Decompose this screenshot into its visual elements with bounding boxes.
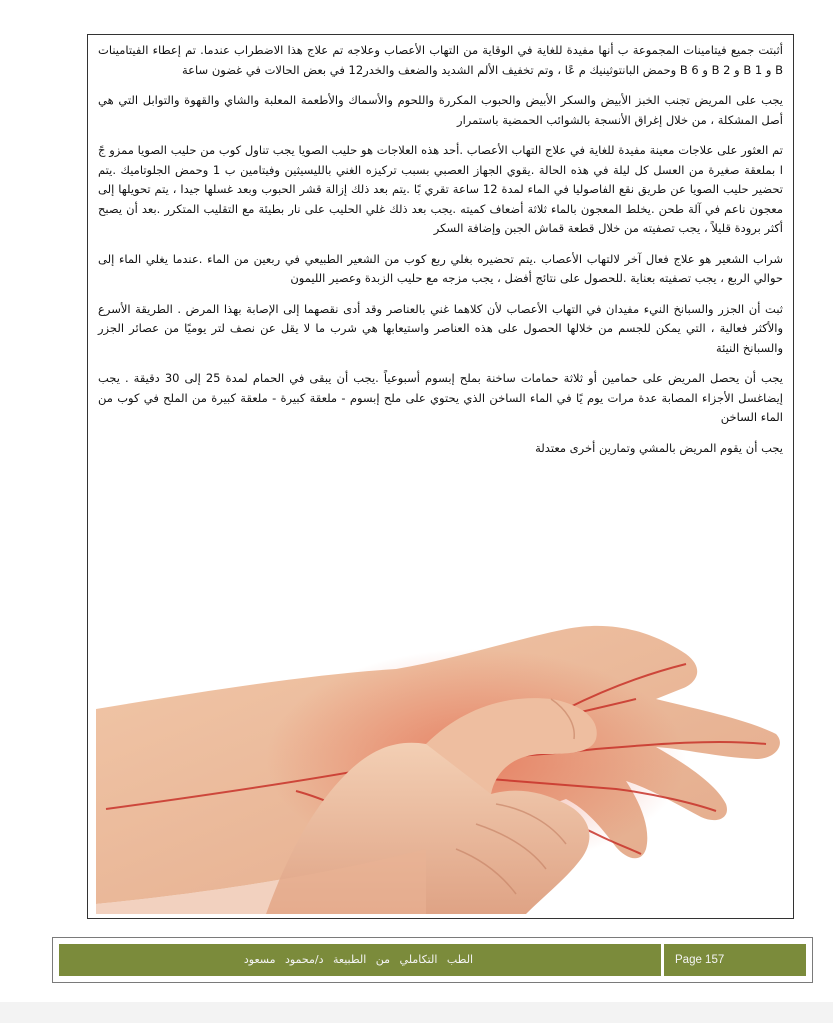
article-body bbox=[98, 41, 783, 469]
paragraph-diet-avoid: يجب على المريض تجنب الخبز الأبيض والسكر الأبيض والحبوب المكررة واللحوم والأسماك والأطعمة المعلبة والشاي والقهوة والتوابل التي هي أصل المشكلة ، من خلال إغراق الأنسجة بالشوائب الحمضية باستمرار bbox=[98, 93, 783, 127]
paragraph-exercise: يجب أن يقوم المريض بالمشي وتمارين أخرى معتدلة bbox=[535, 440, 783, 455]
page-footer bbox=[52, 937, 813, 983]
bottom-strip bbox=[0, 1002, 833, 1023]
page-number: Page 157 bbox=[675, 954, 725, 966]
footer-divider bbox=[661, 944, 664, 976]
paragraph-epsom-bath: يجب أن يحصل المريض على حمامين أو ثلاثة حمامات ساخنة بملح إبسوم أسبوعياً .يجب أن يبقى في الحمام لمدة 25 إلى 30 دقيقة . يجب إيضاغسل الأجزاء المصابة عدة مرات يوم يًا في الماء الساخن الذي يحتوي على ملح إبسوم - ملعقة كبيرة - ملعقة كبيرة من الملح في كوب من الماء الساخن bbox=[98, 371, 783, 424]
hand-nerve-illustration bbox=[96, 559, 787, 914]
paragraph-soy-milk: تم العثور على علاجات معينة مفيدة للغاية في علاج التهاب الأعصاب .أحد هذه العلاجات هو حليب الصويا يجب تناول كوب من حليب الصويا ممزو جً ا بملعقة صغيرة من العسل كل ليلة في هذه الحالة .يقوي الجهاز العصبي بسبب تركيزه الغني بالليسيثين وفيتامين ب 1 وحمض الجلوتاميك .يتم تحضير حليب الصويا عن طريق نقع الفاصوليا في الماء لمدة 12 ساعة تقري بًا .يتم بعد ذلك إزالة قشر الحبوب وبعد غسلها جيدا ، يتم تحويلها إلى معجون ناعم في آلة طحن .يخلط المعجون بالماء ثلاثة أضعاف كميته .يجب بعد ذلك غلي الحليب على نار بطيئة مع التقليب المتكرر .بعد أن يصبح أكثر برودة قليلاً ، يجب تصفيته من خلال قطعة قماش الجبن وإضافة السكر bbox=[98, 143, 783, 235]
paragraph-barley: شراب الشعير هو علاج فعال آخر لالتهاب الأعصاب .يتم تحضيره بغلي ربع كوب من الشعير الطبيعي في ربعين من الماء .عندما يغلي الماء إلى حوالي الربع ، يجب تصفيته بعناية .للحصول على نتائج أفضل ، يجب مزجه مع حليب الزبدة وعصير الليمون bbox=[98, 251, 783, 285]
content-frame bbox=[87, 34, 794, 919]
hand-nerve-image bbox=[96, 559, 787, 914]
paragraph-vitamin-b: أثبتت جميع فيتامينات المجموعة ب أنها مفيدة للغاية في الوقاية من التهاب الأعصاب وعلاجه تم علاج هذا الاضطراب عندما. تم إعطاء الفيتامينات B و 1 B و 2 B و 6 B وحمض البانتوثينيك م عًا ، وتم تخفيف الألم الشديد والضعف والخدر12 في بعض الحالات في غضون ساعة bbox=[98, 43, 783, 77]
footer-book-title: الطب التكاملي من الطبيعة د/محمود مسعود bbox=[243, 953, 474, 966]
paragraph-carrot-spinach: ثبت أن الجزر والسبانخ النيء مفيدان في التهاب الأعصاب لأن كلاهما غني بالعناصر وقد أدى نقصهما إلى الإصابة بهذا المرض . الطريقة الأسرع والأكثر فعالية ، التي يمكن للجسم من خلالها الحصول على هذه العناصر واستيعابها هي شرب ما لا يقل عن نصف لتر يوميًا من عصائر الجزر والسبانخ النيئة bbox=[98, 301, 783, 355]
